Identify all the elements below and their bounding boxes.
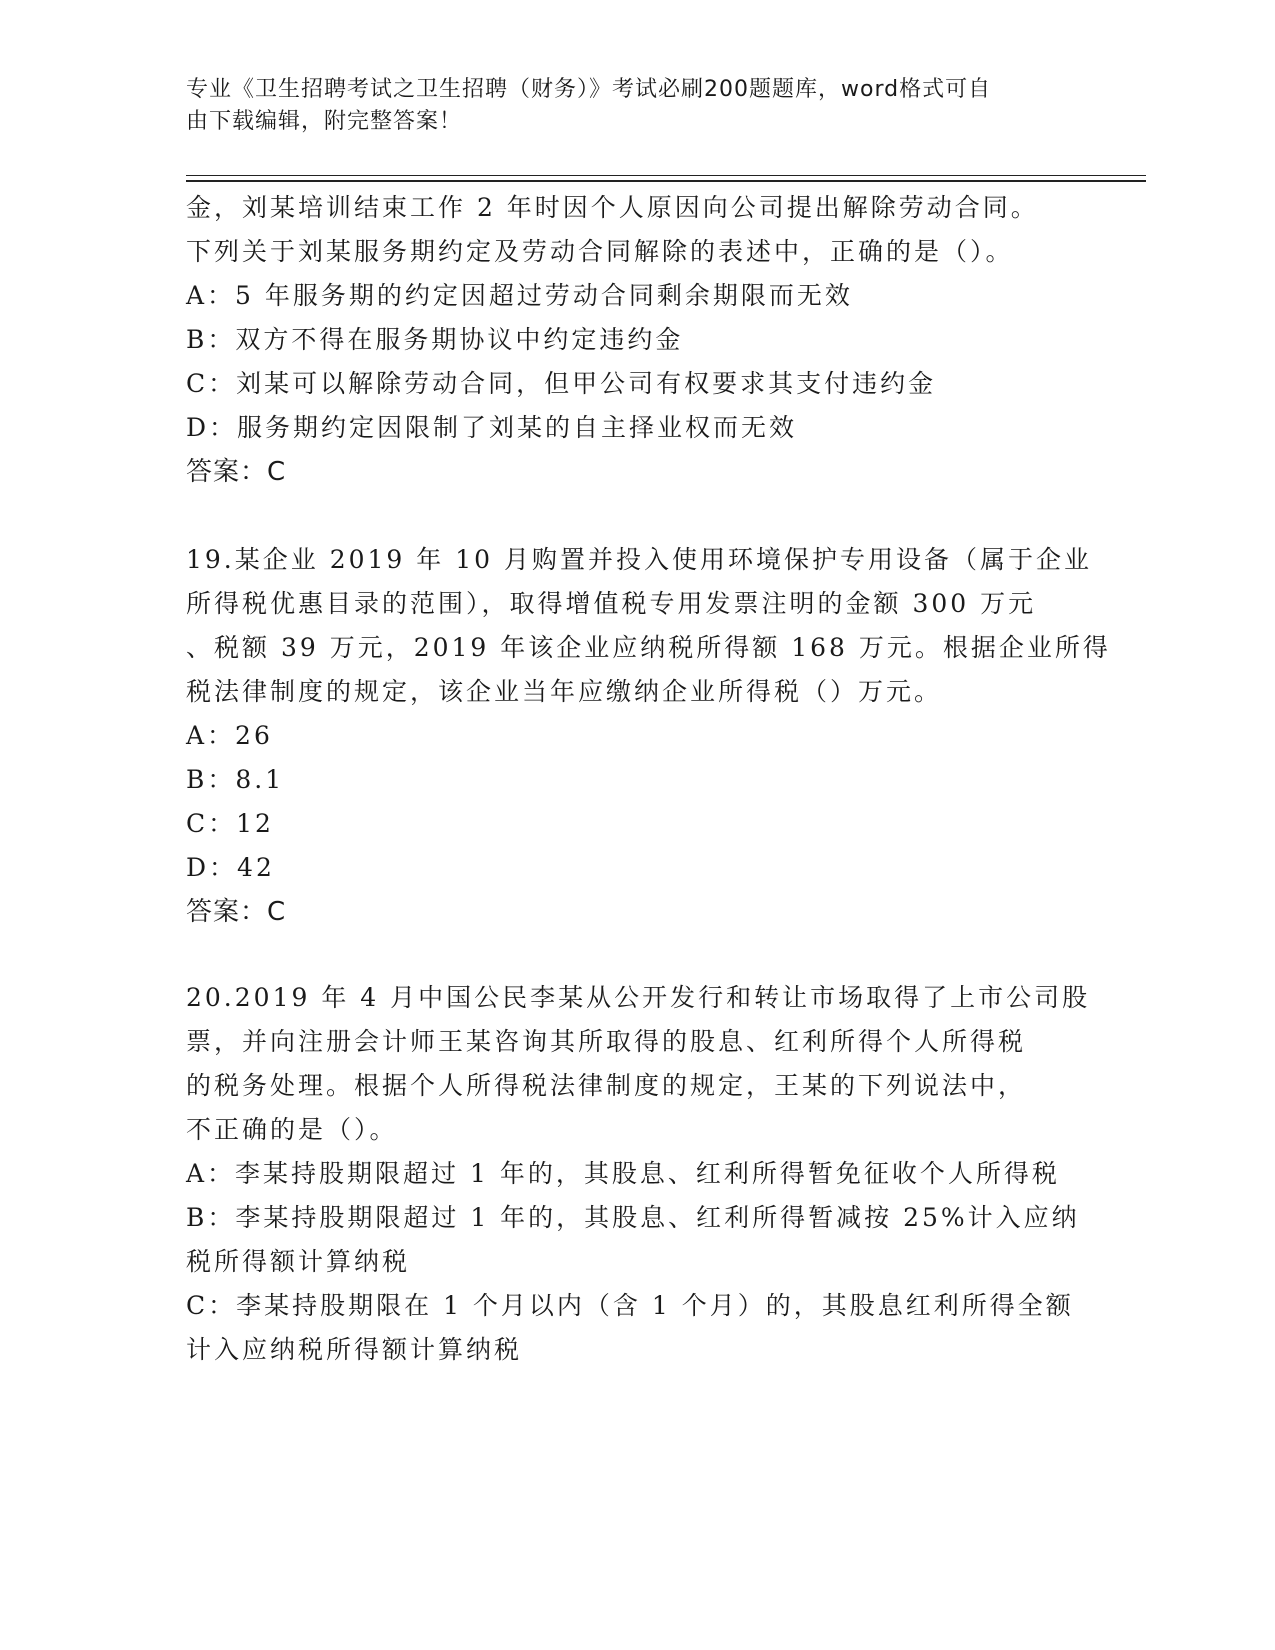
header-title-line-2: 由下载编辑，附完整答案！ — [186, 109, 463, 134]
q19-text-line: 、税额 39 万元，2019 年该企业应纳税所得额 168 万元。根据企业所得 — [186, 633, 1111, 662]
q19-option-b: B：8.1 — [186, 765, 285, 794]
q19-option-d: D：42 — [186, 853, 275, 882]
q20-option-c-continued: 计入应纳税所得额计算纳税 — [186, 1335, 523, 1364]
header-divider-thin — [186, 175, 1146, 176]
q18-text-line: 下列关于刘某服务期约定及劳动合同解除的表述中，正确的是（）。 — [186, 237, 1014, 266]
q20-option-b-continued: 税所得额计算纳税 — [186, 1247, 411, 1276]
page-header — [186, 74, 1066, 138]
q19-option-a: A：26 — [186, 721, 273, 750]
q19-option-c: C：12 — [186, 809, 274, 838]
q19-answer: 答案：C — [186, 897, 287, 927]
q18-option-c: C：刘某可以解除劳动合同，但甲公司有权要求其支付违约金 — [186, 369, 937, 398]
q18-option-a: A：5 年服务期的约定因超过劳动合同剩余期限而无效 — [186, 281, 853, 310]
q18-option-b: B：双方不得在服务期协议中约定违约金 — [186, 325, 684, 354]
q20-option-a: A：李某持股期限超过 1 年的，其股息、红利所得暂免征收个人所得税 — [186, 1159, 1060, 1188]
q18-answer: 答案：C — [186, 457, 287, 487]
q20-text-line: 票，并向注册会计师王某咨询其所取得的股息、红利所得个人所得税 — [186, 1027, 1027, 1056]
q20-text-line: 20.2019 年 4 月中国公民李某从公开发行和转让市场取得了上市公司股 — [186, 983, 1091, 1012]
header-divider-thick — [186, 180, 1146, 182]
q20-option-c: C：李某持股期限在 1 个月以内（含 1 个月）的，其股息红利所得全额 — [186, 1291, 1074, 1320]
q20-option-b: B：李某持股期限超过 1 年的，其股息、红利所得暂减按 25%计入应纳 — [186, 1203, 1080, 1232]
q20-text-line: 的税务处理。根据个人所得税法律制度的规定，王某的下列说法中， — [186, 1071, 1027, 1100]
q18-text-line: 金，刘某培训结束工作 2 年时因个人原因向公司提出解除劳动合同。 — [186, 193, 1039, 222]
q19-text-line: 所得税优惠目录的范围），取得增值税专用发票注明的金额 300 万元 — [186, 589, 1037, 618]
q18-option-d: D：服务期约定因限制了刘某的自主择业权而无效 — [186, 413, 798, 442]
q20-text-line: 不正确的是（）。 — [186, 1115, 398, 1144]
header-title-line-1: 专业《卫生招聘考试之卫生招聘（财务）》考试必刷200题题库，word格式可自 — [186, 77, 992, 102]
q19-text-line: 税法律制度的规定，该企业当年应缴纳企业所得税（）万元。 — [186, 677, 943, 706]
q19-text-line: 19.某企业 2019 年 10 月购置并投入使用环境保护专用设备（属于企业 — [186, 545, 1092, 574]
